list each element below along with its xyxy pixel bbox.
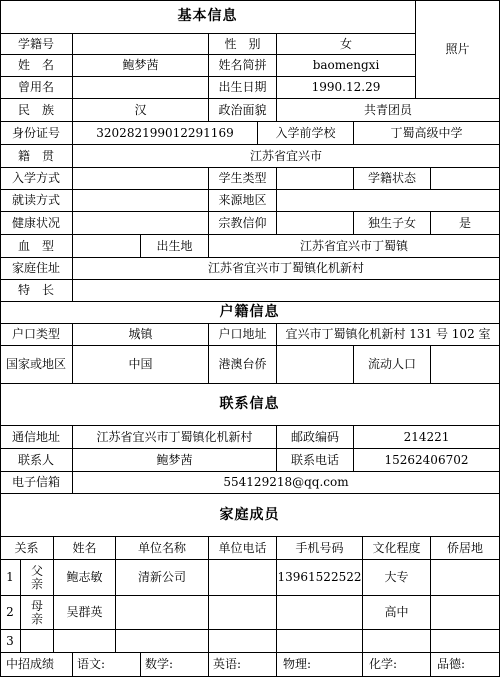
family-overseas bbox=[431, 596, 500, 630]
study-mode-value bbox=[73, 190, 209, 212]
family-education: 高中 bbox=[363, 596, 431, 630]
email-label: 电子信箱 bbox=[0, 472, 73, 494]
email-value: 554129218@qq.com bbox=[73, 472, 500, 494]
postcode-value: 214221 bbox=[354, 426, 500, 449]
blood-type-label: 血 型 bbox=[0, 235, 73, 258]
photo-area bbox=[416, 0, 500, 99]
former-name-value bbox=[73, 77, 209, 99]
family-name: 鲍志敏 bbox=[54, 560, 116, 596]
family-header-education: 文化程度 bbox=[363, 537, 431, 560]
preschool-label: 入学前学校 bbox=[258, 122, 354, 145]
photo-label: 照片 bbox=[445, 41, 470, 56]
score-math: 数学: bbox=[141, 653, 209, 677]
family-company bbox=[116, 630, 209, 653]
id-label: 身份证号 bbox=[0, 122, 73, 145]
family-relation: 母亲 bbox=[21, 596, 54, 630]
hukou-address-value: 宜兴市丁蜀镇化机新村 131 号 102 室 bbox=[277, 324, 500, 346]
hmt-value bbox=[277, 346, 354, 384]
scores-label: 中招成绩 bbox=[0, 653, 73, 677]
family-header-work-phone: 单位电话 bbox=[209, 537, 277, 560]
family-mobile bbox=[277, 630, 363, 653]
talent-value bbox=[73, 280, 500, 302]
talent-label: 特 长 bbox=[0, 280, 73, 302]
contact-phone-label: 联系电话 bbox=[277, 449, 354, 472]
ethnicity-value: 汉 bbox=[73, 99, 209, 122]
family-overseas bbox=[431, 630, 500, 653]
family-name bbox=[54, 630, 116, 653]
family-header-company: 单位名称 bbox=[116, 537, 209, 560]
student-no-value bbox=[73, 34, 209, 55]
status-label: 学籍状态 bbox=[354, 168, 431, 190]
family-row-number: 3 bbox=[0, 630, 21, 653]
hukou-address-label: 户口地址 bbox=[209, 324, 277, 346]
pinyin-value: baomengxi bbox=[277, 55, 416, 77]
name-label: 姓 名 bbox=[0, 55, 73, 77]
ethnicity-label: 民 族 bbox=[0, 99, 73, 122]
family-work-phone bbox=[209, 560, 277, 596]
blood-type-value bbox=[73, 235, 141, 258]
politics-label: 政治面貌 bbox=[209, 99, 277, 122]
family-education bbox=[363, 630, 431, 653]
hmt-label: 港澳台侨 bbox=[209, 346, 277, 384]
section-contact-title: 联系信息 bbox=[0, 384, 500, 426]
family-company bbox=[116, 596, 209, 630]
native-place-value: 江苏省宜兴市 bbox=[73, 145, 500, 168]
floating-value bbox=[431, 346, 500, 384]
section-hukou-title: 户籍信息 bbox=[0, 302, 500, 324]
postcode-label: 邮政编码 bbox=[277, 426, 354, 449]
study-mode-label: 就读方式 bbox=[0, 190, 73, 212]
birth-date-label: 出生日期 bbox=[209, 77, 277, 99]
origin-value bbox=[277, 190, 500, 212]
mail-address-value: 江苏省宜兴市丁蜀镇化机新村 bbox=[73, 426, 277, 449]
hukou-type-value: 城镇 bbox=[73, 324, 209, 346]
floating-label: 流动人口 bbox=[354, 346, 431, 384]
enroll-mode-value bbox=[73, 168, 209, 190]
family-relation: 父亲 bbox=[21, 560, 54, 596]
score-chinese: 语文: bbox=[73, 653, 141, 677]
status-value bbox=[431, 168, 500, 190]
student-no-label: 学籍号 bbox=[0, 34, 73, 55]
student-type-label: 学生类型 bbox=[209, 168, 277, 190]
student-type-value bbox=[277, 168, 354, 190]
family-header-overseas: 侨居地 bbox=[431, 537, 500, 560]
native-place-label: 籍 贯 bbox=[0, 145, 73, 168]
religion-label: 宗教信仰 bbox=[209, 212, 277, 235]
only-child-value: 是 bbox=[431, 212, 500, 235]
score-english: 英语: bbox=[209, 653, 277, 677]
country-label: 国家或地区 bbox=[0, 346, 73, 384]
family-row-number: 2 bbox=[0, 596, 21, 630]
family-company: 清新公司 bbox=[116, 560, 209, 596]
family-work-phone bbox=[209, 596, 277, 630]
health-value bbox=[73, 212, 209, 235]
contact-person-label: 联系人 bbox=[0, 449, 73, 472]
gender-label: 性 别 bbox=[209, 34, 277, 55]
family-header-name: 姓名 bbox=[54, 537, 116, 560]
enroll-mode-label: 入学方式 bbox=[0, 168, 73, 190]
family-header-mobile: 手机号码 bbox=[277, 537, 363, 560]
contact-person-value: 鲍梦茜 bbox=[73, 449, 277, 472]
family-relation bbox=[21, 630, 54, 653]
score-morality: 品德: bbox=[431, 653, 500, 677]
id-value: 320282199012291169 bbox=[73, 122, 258, 145]
section-basic-title: 基本信息 bbox=[0, 0, 416, 34]
family-mobile bbox=[277, 596, 363, 630]
country-value: 中国 bbox=[73, 346, 209, 384]
gender-value: 女 bbox=[277, 34, 416, 55]
family-work-phone bbox=[209, 630, 277, 653]
birth-date-value: 1990.12.29 bbox=[277, 77, 416, 99]
mail-address-label: 通信地址 bbox=[0, 426, 73, 449]
family-education: 大专 bbox=[363, 560, 431, 596]
family-header-relation: 关系 bbox=[0, 537, 54, 560]
family-overseas bbox=[431, 560, 500, 596]
home-address-label: 家庭住址 bbox=[0, 258, 73, 280]
origin-label: 来源地区 bbox=[209, 190, 277, 212]
family-row-number: 1 bbox=[0, 560, 21, 596]
score-chemistry: 化学: bbox=[363, 653, 431, 677]
family-mobile: 13961522522 bbox=[277, 560, 363, 596]
section-family-title: 家庭成员 bbox=[0, 494, 500, 537]
former-name-label: 曾用名 bbox=[0, 77, 73, 99]
hukou-type-label: 户口类型 bbox=[0, 324, 73, 346]
name-value: 鲍梦茜 bbox=[73, 55, 209, 77]
religion-value bbox=[277, 212, 354, 235]
family-name: 吴群英 bbox=[54, 596, 116, 630]
only-child-label: 独生子女 bbox=[354, 212, 431, 235]
birthplace-label: 出生地 bbox=[141, 235, 209, 258]
pinyin-label: 姓名简拼 bbox=[209, 55, 277, 77]
politics-value: 共青团员 bbox=[277, 99, 500, 122]
score-physics: 物理: bbox=[277, 653, 363, 677]
contact-phone-value: 15262406702 bbox=[354, 449, 500, 472]
preschool-value: 丁蜀高级中学 bbox=[354, 122, 500, 145]
health-label: 健康状况 bbox=[0, 212, 73, 235]
home-address-value: 江苏省宜兴市丁蜀镇化机新村 bbox=[73, 258, 500, 280]
birthplace-value: 江苏省宜兴市丁蜀镇 bbox=[209, 235, 500, 258]
